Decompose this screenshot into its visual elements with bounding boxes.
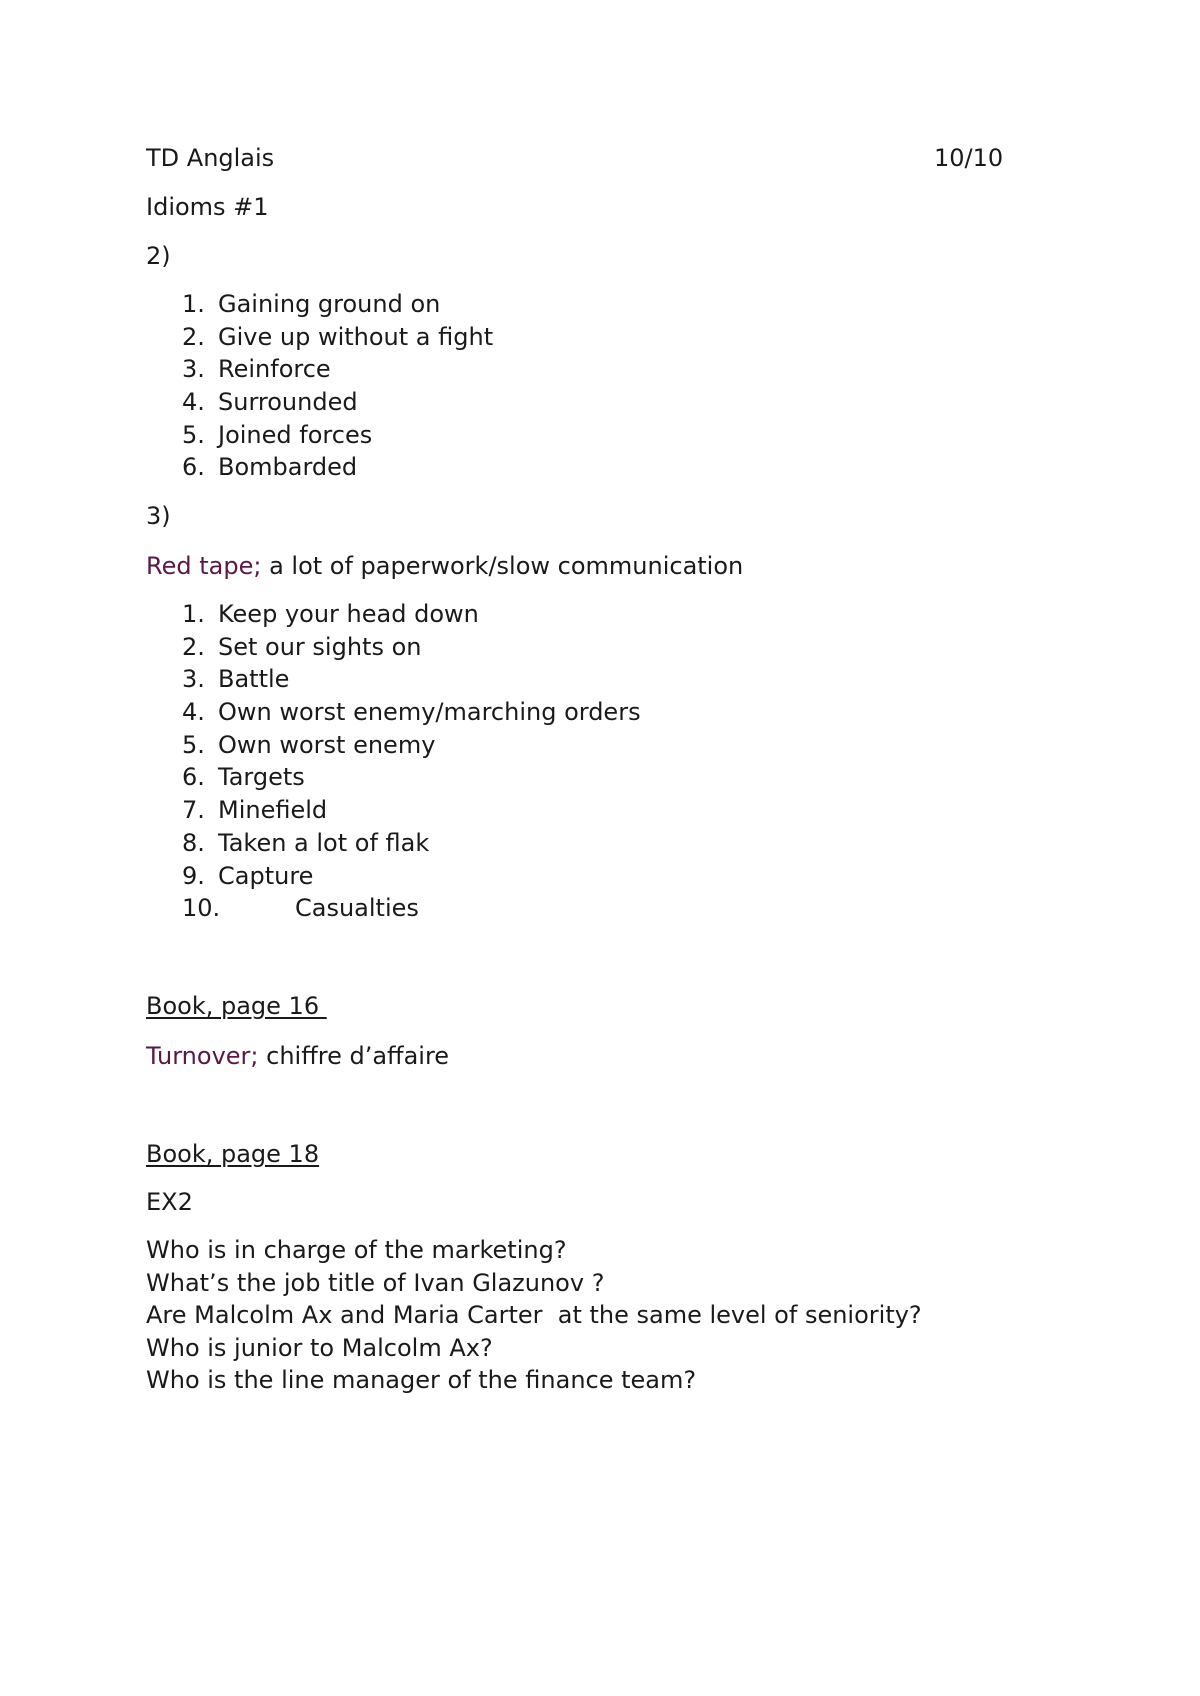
exercise-label: EX2 <box>146 1188 193 1216</box>
part-2-label: 2) <box>146 242 171 270</box>
book-page-18-heading: Book, page 18 <box>146 1140 320 1168</box>
question: Who is the line manager of the finance team? <box>146 1366 697 1395</box>
definition-red-tape <box>146 550 743 582</box>
question-list <box>146 1234 922 1397</box>
question: Who is junior to Malcolm Ax? <box>146 1333 493 1362</box>
question: Who is in charge of the marketing? <box>146 1236 567 1264</box>
question: What’s the job title of Ivan Glazunov ? <box>146 1268 605 1297</box>
question: Are Malcolm Ax and Maria Carter at the same level of seniority? <box>146 1301 922 1330</box>
definition-turnover <box>146 1040 449 1072</box>
document-title: TD Anglais <box>146 144 275 172</box>
section-title: Idioms #1 <box>146 193 269 221</box>
book-page-16-heading: Book, page 16 <box>146 992 327 1020</box>
definition-meaning: a lot of paperwork/slow communication <box>261 552 744 580</box>
part-3-label: 3) <box>146 502 171 530</box>
document-page: TD Anglais 10/10 Idioms #1 2) 1. Gaining ground on 2. Give up without a fight 3. Reinforce 4. Surrounded 5. Joined forces 6. Bombarded 3) Red tape; a lot of paperwork/slow communication 1. Keep your head down 2. Set our sights on 3. Battle 4. Own worst enemy/marching orders 5. Own worst enemy 6. Targets 7. Minefield 8. Taken a lot of flak 9. Capture 10. Casualties Book, page 16 Turnover; chiffre d’affaire Book, page 18 EX2 Who is in charge of the marketing? What’s the job title of Ivan Glazunov ? Are Malcolm Ax and Maria Carter at the same level of seniority? Who is junior to Malcolm Ax? Who is the line manager of the finance team? <box>0 0 1200 1696</box>
definition-term: Turnover; <box>146 1042 259 1070</box>
definition-term: Red tape; <box>146 552 262 580</box>
score: 10/10 <box>934 144 1004 172</box>
definition-meaning: chiffre d’affaire <box>258 1042 450 1070</box>
